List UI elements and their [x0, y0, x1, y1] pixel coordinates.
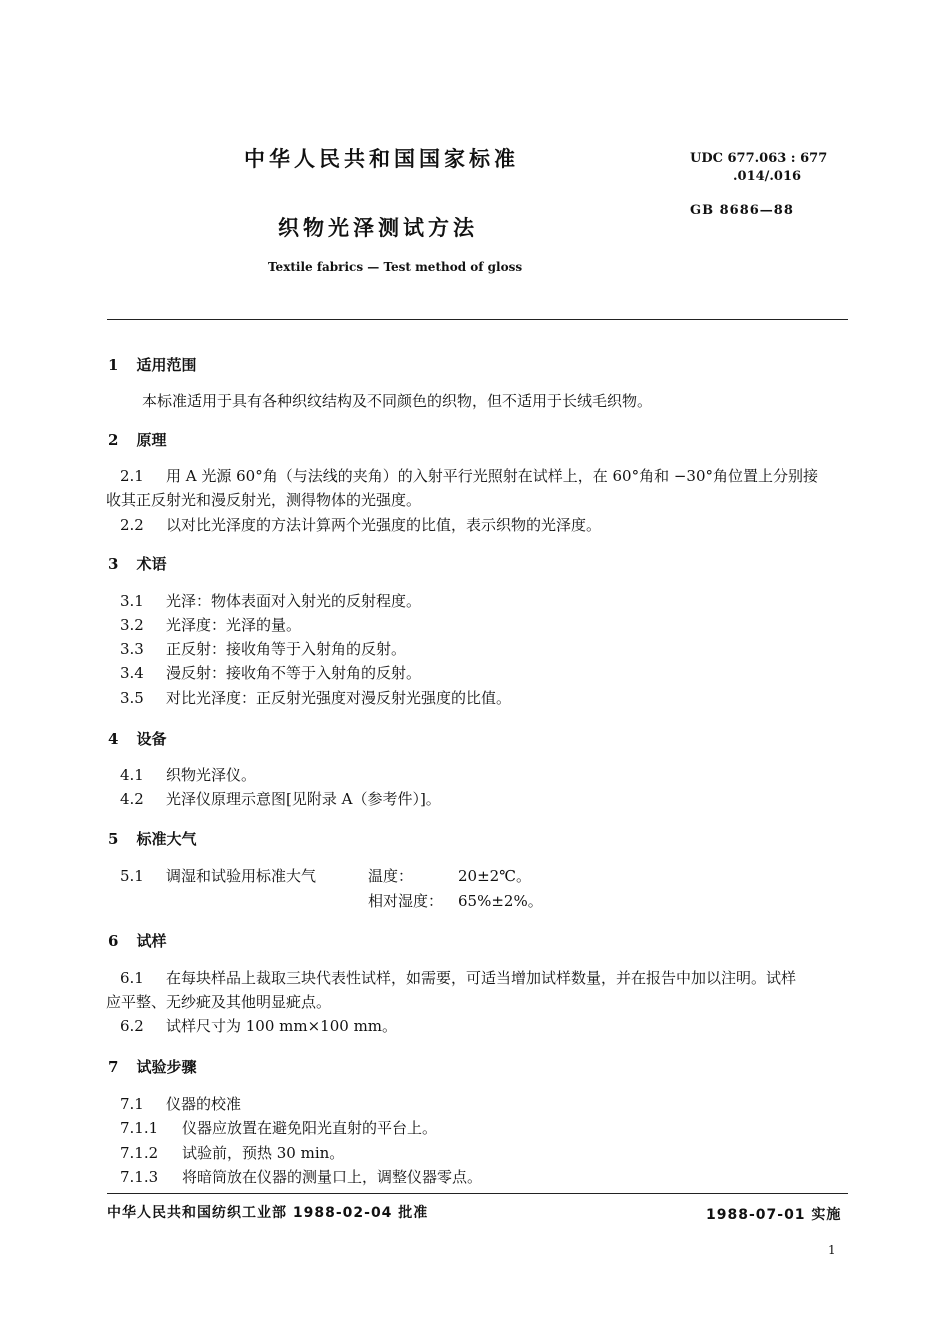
- clause-7-1-1: [120, 1116, 437, 1140]
- section-2-heading: [108, 429, 166, 450]
- clause-4-1: [120, 763, 256, 787]
- temperature-label: 温度：: [368, 867, 414, 885]
- clause-2-1-line1: [120, 464, 818, 488]
- clause-text: 正反射：接收角等于入射角的反射。: [166, 640, 407, 658]
- section-title: 试样: [136, 932, 167, 950]
- temperature-value: 20±2℃。: [458, 867, 531, 885]
- clause-5-1: [120, 864, 316, 888]
- section-5-heading: [108, 828, 196, 849]
- clause-number: 3.3: [120, 640, 144, 658]
- section-number: 2: [108, 431, 119, 449]
- document-title: 织物光泽测试方法: [278, 216, 478, 240]
- section-4-heading: [108, 728, 166, 749]
- clause-text: 调湿和试验用标准大气: [166, 867, 317, 885]
- section-title: 术语: [136, 555, 167, 573]
- clause-4-2: [120, 787, 441, 811]
- clause-text: 仪器应放置在避免阳光直射的平台上。: [182, 1119, 438, 1137]
- clause-text: 将暗筒放在仪器的测量口上，调整仪器零点。: [182, 1168, 483, 1186]
- clause-3-3: [120, 637, 406, 661]
- clause-text: 在每块样品上裁取三块代表性试样，如需要，可适当增加试样数量，并在报告中加以注明。试样: [166, 969, 797, 987]
- clause-text: 对比光泽度：正反射光强度对漫反射光强度的比值。: [166, 689, 512, 707]
- section-number: 1: [108, 356, 119, 374]
- clause-number: 5.1: [120, 867, 144, 885]
- clause-text: 仪器的校准: [166, 1095, 242, 1113]
- national-standard-heading: 中华人民共和国国家标准: [244, 147, 519, 171]
- clause-text: 光泽度：光泽的量。: [166, 616, 302, 634]
- clause-number: 7.1: [120, 1095, 144, 1113]
- clause-7-1: [120, 1092, 241, 1116]
- clause-text: 漫反射：接收角不等于入射角的反射。: [166, 664, 422, 682]
- clause-3-2: [120, 613, 301, 637]
- humidity-label: 相对湿度：: [368, 892, 444, 910]
- clause-6-1-line2: 应平整、无纱疵及其他明显疵点。: [106, 993, 332, 1011]
- clause-3-4: [120, 661, 421, 685]
- clause-number: 4.2: [120, 790, 144, 808]
- clause-text: 光泽仪原理示意图[见附录 A（参考件）]。: [166, 790, 441, 808]
- section-title: 适用范围: [136, 356, 197, 374]
- clause-6-1-line1: [120, 966, 796, 990]
- clause-number: 2.2: [120, 516, 144, 534]
- udc-code-line1: UDC 677.063 : 677: [690, 151, 828, 166]
- section-title: 设备: [136, 730, 167, 748]
- clause-number: 3.5: [120, 689, 144, 707]
- clause-text: 光泽：物体表面对入射光的反射程度。: [166, 592, 422, 610]
- section-number: 4: [108, 730, 119, 748]
- clause-number: 3.4: [120, 664, 144, 682]
- section-6-heading: [108, 930, 166, 951]
- section-number: 7: [108, 1058, 119, 1076]
- udc-code-line2: .014/.016: [733, 169, 802, 184]
- clause-text: 试样尺寸为 100 mm×100 mm。: [166, 1017, 398, 1035]
- clause-2-1-line2: 收其正反射光和漫反射光，测得物体的光强度。: [106, 491, 422, 509]
- clause-number: 7.1.3: [120, 1168, 159, 1186]
- clause-text: 织物光泽仪。: [166, 766, 257, 784]
- section-3-heading: [108, 553, 166, 574]
- clause-number: 3.1: [120, 592, 144, 610]
- clause-text: 用 A 光源 60°角（与法线的夹角）的入射平行光照射在试样上，在 60°角和 −30°角位置上分别接: [166, 467, 819, 485]
- section-7-heading: [108, 1056, 196, 1077]
- clause-number: 3.2: [120, 616, 144, 634]
- section-number: 5: [108, 830, 119, 848]
- gb-code: GB 8686—88: [690, 203, 794, 218]
- clause-3-5: [120, 686, 511, 710]
- clause-6-2: [120, 1014, 397, 1038]
- clause-number: 7.1.2: [120, 1144, 159, 1162]
- clause-text: 以对比光泽度的方法计算两个光强度的比值，表示织物的光泽度。: [166, 516, 602, 534]
- humidity-value: 65%±2%。: [458, 892, 543, 910]
- clause-number: 7.1.1: [120, 1119, 159, 1137]
- section-title: 原理: [136, 431, 167, 449]
- section-number: 6: [108, 932, 119, 950]
- page-number: 1: [828, 1243, 836, 1257]
- clause-2-2: [120, 513, 601, 537]
- clause-number: 2.1: [120, 467, 144, 485]
- footer-divider: [107, 1193, 848, 1194]
- clause-text: 试验前，预热 30 min。: [182, 1144, 345, 1162]
- clause-number: 4.1: [120, 766, 144, 784]
- clause-3-1: [120, 589, 421, 613]
- clause-number: 6.1: [120, 969, 144, 987]
- clause-7-1-2: [120, 1141, 344, 1165]
- clause-7-1-3: [120, 1165, 482, 1189]
- section-number: 3: [108, 555, 119, 573]
- section-title: 标准大气: [136, 830, 197, 848]
- effective-date: 1988-07-01 实施: [706, 1207, 842, 1223]
- section-1-text: 本标准适用于具有各种织纹结构及不同颜色的织物，但不适用于长绒毛织物。: [142, 392, 653, 410]
- section-1-heading: [108, 354, 196, 375]
- header-divider: [107, 319, 848, 320]
- document-title-english: Textile fabrics — Test method of gloss: [268, 260, 523, 274]
- approval-note: 中华人民共和国纺织工业部 1988-02-04 批准: [107, 1205, 429, 1221]
- section-title: 试验步骤: [136, 1058, 197, 1076]
- clause-number: 6.2: [120, 1017, 144, 1035]
